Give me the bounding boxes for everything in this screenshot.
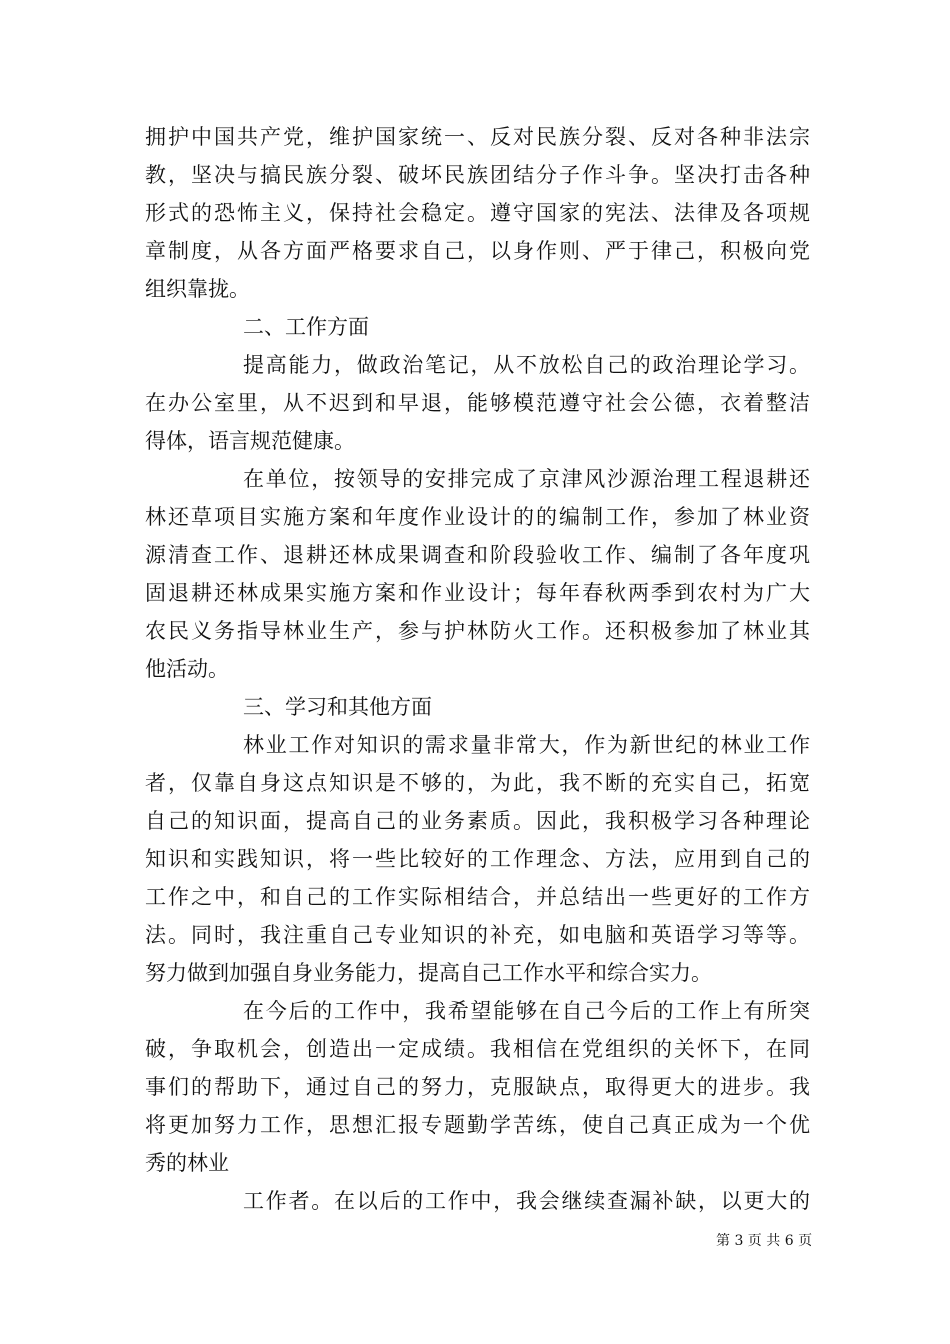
text-line: 事们的帮助下，通过自己的努力，克服缺点，取得更大的进步。我 — [145, 1075, 810, 1099]
text-line: 知识和实践知识，将一些比较好的工作理念、方法，应用到自己的 — [145, 847, 810, 871]
text-line: 法。同时，我注重自己专业知识的补充，如电脑和英语学习等等。 — [145, 923, 810, 947]
section-heading: 二、工作方面 — [243, 315, 369, 339]
text-line: 章制度，从各方面严格要求自己，以身作则、严于律己，积极向党 — [145, 239, 810, 263]
text-line: 在今后的工作中，我希望能够在自己今后的工作上有所突 — [243, 999, 810, 1023]
text-line: 他活动。 — [145, 657, 229, 681]
text-line: 得体，语言规范健康。 — [145, 429, 355, 453]
text-line: 形式的恐怖主义，保持社会稳定。遵守国家的宪法、法律及各项规 — [145, 201, 810, 225]
text-line: 提高能力，做政治笔记，从不放松自己的政治理论学习。 — [243, 353, 810, 377]
page-number: 第 3 页 共 6 页 — [716, 1233, 813, 1249]
text-line: 自己的知识面，提高自己的业务素质。因此，我积极学习各种理论 — [145, 809, 810, 833]
text-line: 努力做到加强自身业务能力，提高自己工作水平和综合实力。 — [145, 961, 712, 985]
text-line: 林还草项目实施方案和年度作业设计的的编制工作，参加了林业资 — [145, 505, 810, 529]
text-line: 农民义务指导林业生产，参与护林防火工作。还积极参加了林业其 — [145, 619, 810, 643]
text-line: 工作之中，和自己的工作实际相结合，并总结出一些更好的工作方 — [145, 885, 810, 909]
text-line: 组织靠拢。 — [145, 277, 250, 301]
text-line: 拥护中国共产党，维护国家统一、反对民族分裂、反对各种非法宗 — [145, 125, 810, 149]
text-line: 破，争取机会，创造出一定成绩。我相信在党组织的关怀下，在同 — [145, 1037, 810, 1061]
document-body — [145, 118, 810, 1220]
text-line: 在单位，按领导的安排完成了京津风沙源治理工程退耕还 — [243, 467, 810, 491]
text-line: 将更加努力工作，思想汇报专题勤学苦练，使自己真正成为一个优 — [145, 1113, 810, 1137]
text-line: 秀的林业 — [145, 1151, 229, 1175]
text-line: 者，仅靠自身这点知识是不够的，为此，我不断的充实自己，拓宽 — [145, 771, 810, 795]
text-line: 工作者。在以后的工作中，我会继续查漏补缺，以更大的 — [243, 1189, 810, 1213]
text-line: 林业工作对知识的需求量非常大，作为新世纪的林业工作 — [243, 733, 810, 757]
text-line: 在办公室里，从不迟到和早退，能够模范遵守社会公德，衣着整洁 — [145, 391, 810, 415]
text-line: 源清查工作、退耕还林成果调查和阶段验收工作、编制了各年度巩 — [145, 543, 810, 567]
section-heading: 三、学习和其他方面 — [243, 695, 432, 719]
text-line: 固退耕还林成果实施方案和作业设计；每年春秋两季到农村为广大 — [145, 581, 810, 605]
text-line: 教，坚决与搞民族分裂、破坏民族团结分子作斗争。坚决打击各种 — [145, 163, 810, 187]
